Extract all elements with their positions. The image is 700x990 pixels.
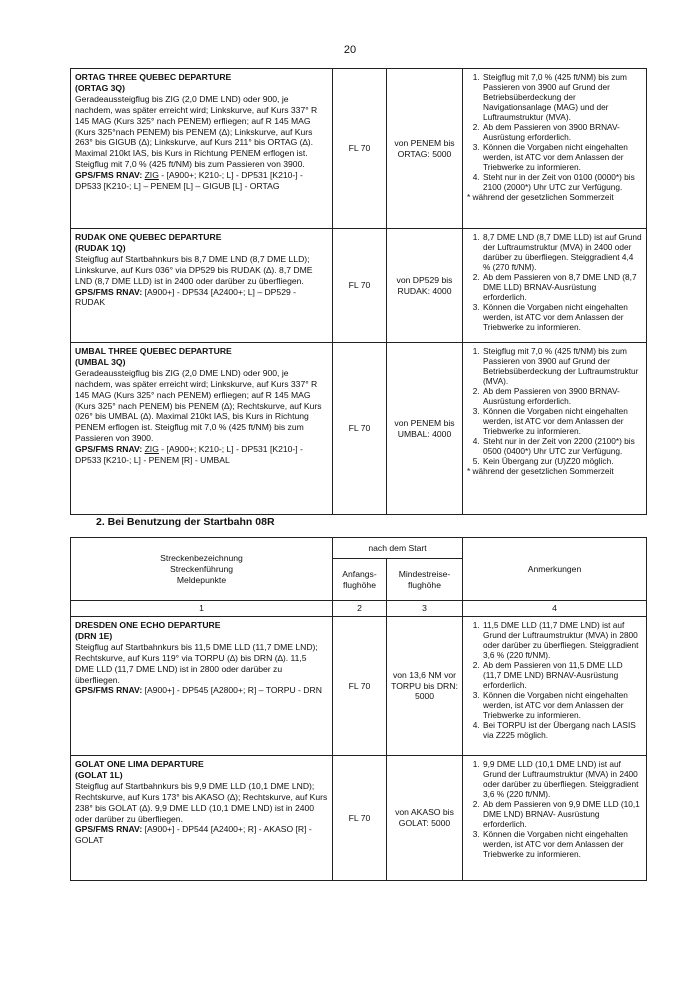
route-cell — [71, 756, 333, 881]
rnav-line — [75, 287, 328, 309]
remarks-list — [467, 346, 642, 466]
initial-altitude: FL 70 — [333, 617, 387, 756]
rnav-colon: : — [139, 685, 145, 696]
rnav-line — [75, 170, 328, 192]
remarks-cell — [463, 756, 647, 881]
route-description: Steigflug auf Startbahnkurs bis 9,9 DME LLD (10,1 DME LND); Rechtskurve, auf Kurs 173° bis AKASO (∆); Rechtskurve, auf Kurs 238° bis GOLAT (∆). 9,9 DME LLD (10,1 DME LND) ist in 2400 oder darüber zu überfliegen. — [75, 780, 328, 824]
remark-item: 2. Ab dem Passieren von 3900 BRNAV-Ausrüstung erforderlich. — [482, 122, 642, 142]
header-route-line: Streckenführung — [169, 563, 234, 574]
remarks-list — [467, 232, 642, 332]
header-min-altitude: Mindestreise-flughöhe — [387, 559, 463, 601]
minimum-altitude: von DP529 bis RUDAK: 4000 — [387, 229, 463, 343]
remark-item: 5. Kein Übergang zur (U)Z20 möglich. — [482, 456, 642, 466]
route-title: DRESDEN ONE ECHO DEPARTURE — [75, 620, 221, 630]
remarks-list — [467, 72, 642, 192]
header-after-start: nach dem Start — [333, 538, 463, 559]
remark-footnote: * während der gesetzlichen Sommerzeit — [467, 466, 614, 476]
rnav-colon: : — [139, 286, 145, 297]
remarks-cell — [463, 69, 647, 229]
initial-altitude: FL 70 — [333, 343, 387, 515]
route-description: Geradeaussteigflug bis ZIG (2,0 DME LND) oder 900, je nachdem, was später erreicht wird; Linkskurve, auf Kurs 337° R 145 MAG (Kurs 325° nach PENEM) erfliegen; auf R 145 MAG (Kurs 325° nach PENEM) bis PENEM (∆); Rechtskurve, auf Kurs 026° bis UMBAL (∆). Maximal 210kt IAS, bis Kurs in Richtung PENEM erflogen ist. Steigflug mit 7,0 % (425 ft/NM) bis zum Passieren von 3900. — [75, 367, 322, 444]
route-description: Steigflug auf Startbahnkurs bis 8,7 DME LND (8,7 DME LLD); Linkskurve, auf Kurs 036° via DP529 bis RUDAK (∆). 8,7 DME LND (8,7 DME LLD) ist in 2400 oder darüber zu überfliegen. — [75, 253, 313, 286]
rnav-label: GPS/FMS RNAV — [75, 286, 140, 297]
rnav-sequence: [A900+] - DP544 [A2400+; R] - AKASO [R] - GOLAT — [75, 824, 312, 846]
remark-item: 1. 9,9 DME LLD (10,1 DME LND) ist auf Grund der Luftraumstruktur (MVA) in 2400 oder darüber zu überfliegen. Steiggradient 3,6 % (220 ft/NM). — [482, 759, 642, 799]
rnav-first-fix: ZIG — [144, 170, 159, 181]
route-cell — [71, 229, 333, 343]
remark-item: 1. Steigflug mit 7,0 % (425 ft/NM) bis zum Passieren von 3900 auf Grund der Betriebsüberdeckung der Navigationsanlage (MAG) und der Luftraumstruktur (MVA). — [482, 72, 642, 122]
remarks-list — [467, 759, 642, 859]
remark-item: 3. Können die Vorgaben nicht eingehalten werden, ist ATC vor dem Anlassen der Triebwerke zu informieren. — [482, 142, 642, 172]
minimum-altitude: von 13,6 NM vor TORPU bis DRN: 5000 — [387, 617, 463, 756]
minimum-altitude: von PENEM bis UMBAL: 4000 — [387, 343, 463, 515]
remark-item: 3. Können die Vorgaben nicht eingehalten werden, ist ATC vor dem Anlassen der Triebwerke zu informieren. — [482, 406, 642, 436]
table-row — [71, 229, 647, 343]
rnav-sequence: [A900+] - DP534 [A2400+; L] – DP529 - RUDAK — [75, 286, 297, 308]
header-route-cell — [71, 538, 333, 601]
remark-item: 3. Können die Vorgaben nicht eingehalten werden, ist ATC vor dem Anlassen der Triebwerke zu informieren. — [482, 302, 642, 332]
rnav-colon: : — [139, 444, 145, 455]
column-number: 2 — [333, 601, 387, 617]
table-header-row — [71, 538, 647, 559]
remark-item: 4. Steht nur in der Zeit von 0100 (0000*) bis 2100 (2000*) Uhr UTC zur Verfügung. — [482, 172, 642, 192]
rnav-colon: : — [139, 824, 145, 835]
rnav-sequence: - [A900+; K210-; L] - DP531 [K210-] - DP533 [K210-; L] - PENEM [R] - UMBAL — [75, 444, 303, 466]
route-cell — [71, 343, 333, 515]
route-description: Geradeaussteigflug bis ZIG (2,0 DME LND) oder 900, je nachdem, was später erreicht wird; Linkskurve, auf Kurs 337° R 145 MAG (Kurs 325° nach PENEM) erfliegen; auf R 145 MAG (Kurs 325°nach PENEM) bis PENEM (∆); Linkskurve, auf Kurs 263° bis GIGUB (∆); Linkskurve, auf Kurs 211° bis ORTAG (∆). Maximal 210kt IAS, bis Kurs in Richtung PENEM erflogen ist. Steigflug mit 7,0 % (425 ft/NM) bis zum Passieren von 3900. — [75, 93, 318, 170]
remark-item: 1. 11,5 DME LLD (11,7 DME LND) ist auf Grund der Luftraumstruktur (MVA) in 2800 oder darüber zu überfliegen. Steiggradient 3,6 % (220 ft/NM). — [482, 620, 642, 660]
remark-item: 1. 8,7 DME LND (8,7 DME LLD) ist auf Grund der Luftraumstruktur (MVA) in 2400 oder darüber zu überfliegen. Steiggradient 4,4 % (270 ft/NM). — [482, 232, 642, 272]
rnav-line — [75, 824, 328, 846]
table-row — [71, 343, 647, 515]
remarks-cell — [463, 343, 647, 515]
rnav-label: GPS/FMS RNAV — [75, 685, 140, 696]
route-code: (RUDAK 1Q) — [75, 242, 126, 253]
remark-item: 3. Können die Vorgaben nicht eingehalten werden, ist ATC vor dem Anlassen der Triebwerke zu informieren. — [482, 829, 642, 859]
remarks-cell — [463, 229, 647, 343]
rnav-sequence: [A900+] - DP545 [A2800+; R] – TORPU - DRN — [144, 685, 322, 696]
table-row — [71, 756, 647, 881]
remark-item: 2. Ab dem Passieren von 8,7 DME LND (8,7 DME LLD) BRNAV-Ausrüstung erforderlich. — [482, 272, 642, 302]
rnav-label: GPS/FMS RNAV — [75, 170, 140, 181]
route-code: (ORTAG 3Q) — [75, 82, 125, 93]
section-heading: 2. Bei Benutzung der Startbahn 08R — [96, 516, 275, 528]
header-route-line: Streckenbezeichnung — [160, 552, 243, 563]
initial-altitude: FL 70 — [333, 69, 387, 229]
header-initial-altitude: Anfangs-flughöhe — [333, 559, 387, 601]
remark-item: 4. Bei TORPU ist der Übergang nach LASIS via Z225 möglich. — [482, 720, 642, 740]
route-cell — [71, 617, 333, 756]
remark-item: 4. Steht nur in der Zeit von 2200 (2100*) bis 0500 (0400*) Uhr UTC zur Verfügung. — [482, 436, 642, 456]
header-remarks: Anmerkungen — [463, 538, 647, 601]
route-title: ORTAG THREE QUEBEC DEPARTURE — [75, 72, 232, 82]
remark-item: 2. Ab dem Passieren von 11,5 DME LLD (11,7 DME LND) BRNAV-Ausrüstung erforderlich. — [482, 660, 642, 690]
column-number: 4 — [463, 601, 647, 617]
remark-item: 3. Können die Vorgaben nicht eingehalten werden, ist ATC vor dem Anlassen der Triebwerke zu informieren. — [482, 690, 642, 720]
minimum-altitude: von AKASO bis GOLAT: 5000 — [387, 756, 463, 881]
route-cell — [71, 69, 333, 229]
remark-item: 2. Ab dem Passieren von 3900 BRNAV-Ausrüstung erforderlich. — [482, 386, 642, 406]
route-description: Steigflug auf Startbahnkurs bis 11,5 DME LLD (11,7 DME LND); Rechtskurve, auf Kurs 119° via TORPU (∆) bis DRN (∆). 11,5 DME LLD (11,7 DME LND) ist in 2800 oder darüber zu überfliegen. — [75, 641, 318, 685]
route-code: (UMBAL 3Q) — [75, 356, 126, 367]
remark-item: 1. Steigflug mit 7,0 % (425 ft/NM) bis zum Passieren von 3900 auf Grund der Betriebsüberdeckung der Luftraumstruktur (MVA). — [482, 346, 642, 386]
rnav-sequence: - [A900+; K210-; L] - DP531 [K210-] - DP533 [K210-; L] – PENEM [L] – GIGUB [L] - ORTAG — [75, 170, 303, 192]
rnav-line — [75, 685, 328, 696]
route-code: (DRN 1E) — [75, 630, 113, 641]
remark-item: 2. Ab dem Passieren von 9,9 DME LLD (10,1 DME LND) BRNAV- Ausrüstung erforderlich. — [482, 799, 642, 829]
minimum-altitude: von PENEM bis ORTAG: 5000 — [387, 69, 463, 229]
table-row — [71, 69, 647, 229]
rnav-line — [75, 444, 328, 466]
table-row — [71, 617, 647, 756]
departure-table-runway-08r — [70, 537, 647, 881]
departure-table-runway-26 — [70, 68, 647, 515]
column-number: 1 — [71, 601, 333, 617]
route-title: GOLAT ONE LIMA DEPARTURE — [75, 759, 204, 769]
rnav-label: GPS/FMS RNAV — [75, 444, 140, 455]
remarks-cell — [463, 617, 647, 756]
remark-footnote: * während der gesetzlichen Sommerzeit — [467, 192, 614, 202]
header-route-line: Meldepunkte — [176, 574, 227, 585]
initial-altitude: FL 70 — [333, 229, 387, 343]
route-title: RUDAK ONE QUEBEC DEPARTURE — [75, 232, 222, 242]
column-number-row — [71, 601, 647, 617]
rnav-label: GPS/FMS RNAV — [75, 824, 140, 835]
page-number: 20 — [343, 44, 357, 56]
initial-altitude: FL 70 — [333, 756, 387, 881]
rnav-colon: : — [139, 170, 145, 181]
remarks-list — [467, 620, 642, 740]
route-title: UMBAL THREE QUEBEC DEPARTURE — [75, 346, 232, 356]
column-number: 3 — [387, 601, 463, 617]
route-code: (GOLAT 1L) — [75, 769, 123, 780]
rnav-first-fix: ZIG — [144, 444, 159, 455]
